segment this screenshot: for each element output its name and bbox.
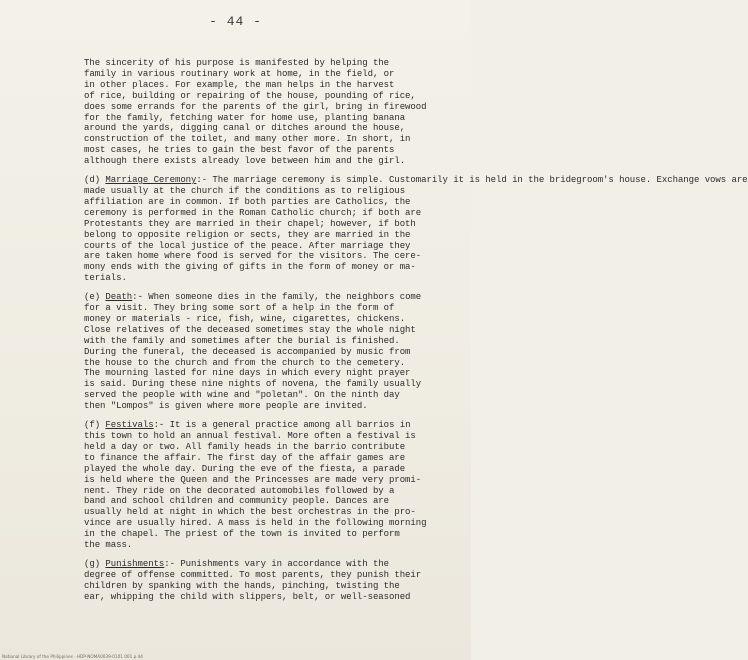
text-line: terials. [84, 273, 127, 284]
text-line: Protestants they are married in their chapel; however, if both [84, 218, 416, 229]
text-line: held a day or two. All family heads in the barrio contribute [84, 441, 406, 452]
document-body [84, 58, 748, 611]
text-line: served the people with wine and "poletan". On the ninth day [84, 390, 400, 401]
text-line: The sincerity of his purpose is manifested by helping the [84, 58, 390, 68]
text-line: most cases, he tries to gain the best favor of the parents [84, 145, 395, 156]
section-heading: Punishments [105, 558, 165, 569]
text-line: are taken home where food is served for the visitors. The cere- [84, 251, 422, 262]
text-line: in the chapel. The priest of the town is invited to perform [84, 529, 400, 540]
text-line: family in various routinary work at home, in the field, or [84, 68, 395, 79]
text-line: band and school children and community people. Dances are [84, 496, 390, 507]
text-line: belong to opposite religion or sects, they are married in the [84, 229, 411, 240]
text-line: for the family, fetching water for home use, planting banana [84, 112, 406, 123]
text-line-rest: :- When someone dies in the family, the neighbors come [132, 292, 422, 303]
text-line: mony ends with the giving of gifts in the form of money or ma- [84, 262, 416, 273]
text-line: then "Lompos" is given where more people are invited. [84, 401, 368, 412]
text-line [84, 559, 434, 570]
text-line: the house to the church and from the church to the cemetery. [84, 357, 406, 368]
section-heading: Festivals [105, 420, 154, 431]
text-line: ceremony is performed in the Roman Catholic church; if both are [84, 207, 422, 218]
page-number: - 44 - [209, 14, 262, 29]
section-heading: Death [105, 292, 133, 303]
section-heading: Marriage Ceremony [105, 175, 197, 186]
section-prefix: (d) [84, 175, 106, 186]
text-line: ear, whipping the child with slippers, belt, or well-seasoned [84, 591, 411, 602]
text-line: for a visit. They bring some sort of a help in the form of [84, 303, 395, 314]
text-line [84, 292, 434, 303]
text-line: is said. During these nine nights of novena, the family usually [84, 379, 422, 390]
scan-footer: National Library of the Philippines · HDP-NOMA0039-0101 001 p.44 [2, 654, 143, 659]
section-prefix: (e) [84, 292, 106, 303]
text-line: nent. They ride on the decorated automobiles followed by a [84, 485, 395, 496]
text-line: vince are usually hired. A mass is held in the following morning [84, 518, 427, 529]
text-line-rest: :- It is a general practice among all barrios in [153, 420, 411, 431]
text-line: During the funeral, the deceased is accompanied by music from [84, 346, 411, 357]
text-line: affiliation are in common. If both parties are Catholics, the [84, 196, 411, 207]
paragraph-punishments [84, 559, 434, 603]
text-line [84, 420, 434, 431]
text-line: construction of the toilet, and many other more. In short, in [84, 134, 411, 145]
text-line: in other places. For example, the man helps in the harvest [84, 79, 395, 90]
text-line: made usually at the church if the conditions as to religious [84, 185, 406, 196]
text-line: The mourning lasted for nine days in which every night prayer [84, 368, 411, 379]
text-line: degree of offense committed. To most parents, they punish their [84, 569, 422, 580]
text-line: the mass. [84, 540, 133, 551]
text-line: this town to hold an annual festival. More often a festival is [84, 431, 416, 441]
text-line-rest: :- The marriage ceremony is simple. Customarily it is held in the bridegroom's house. Exchange vows are [196, 175, 748, 186]
text-line: of rice, building or repairing of the house, pounding of rice, [84, 90, 416, 101]
text-line: although there exists already love between him and the girl. [84, 156, 406, 167]
paragraph-festivals [84, 420, 434, 551]
text-line [84, 175, 748, 186]
text-line-rest: :- Punishments vary in accordance with the [164, 558, 390, 569]
text-line: Close relatives of the deceased sometimes stay the whole night [84, 324, 416, 335]
text-line: does some errands for the parents of the girl, bring in firewood [84, 101, 427, 112]
text-line: played the whole day. During the eve of the fiesta, a parade [84, 463, 406, 474]
paragraph-courtship [84, 58, 434, 167]
text-line: with the family and sometimes after the burial is finished. [84, 335, 400, 346]
paragraph-death [84, 292, 434, 412]
section-prefix: (g) [84, 558, 106, 569]
text-line: children by spanking with the hands, pinching, twisting the [84, 580, 400, 591]
text-line: is held where the Queen and the Princesses are made very promi- [84, 474, 422, 485]
section-prefix: (f) [84, 420, 106, 431]
text-line: money or materials - rice, fish, wine, cigarettes, chickens. [84, 313, 406, 324]
text-line: around the yards, digging canal or ditches around the house, [84, 123, 406, 134]
text-line: usually held at night in which the best orchestras in the pro- [84, 507, 416, 518]
text-line: to finance the affair. The first day of the affair games are [84, 452, 406, 463]
paragraph-marriage-ceremony [84, 175, 748, 284]
text-line: courts of the local justice of the peace. After marriage they [84, 240, 411, 251]
